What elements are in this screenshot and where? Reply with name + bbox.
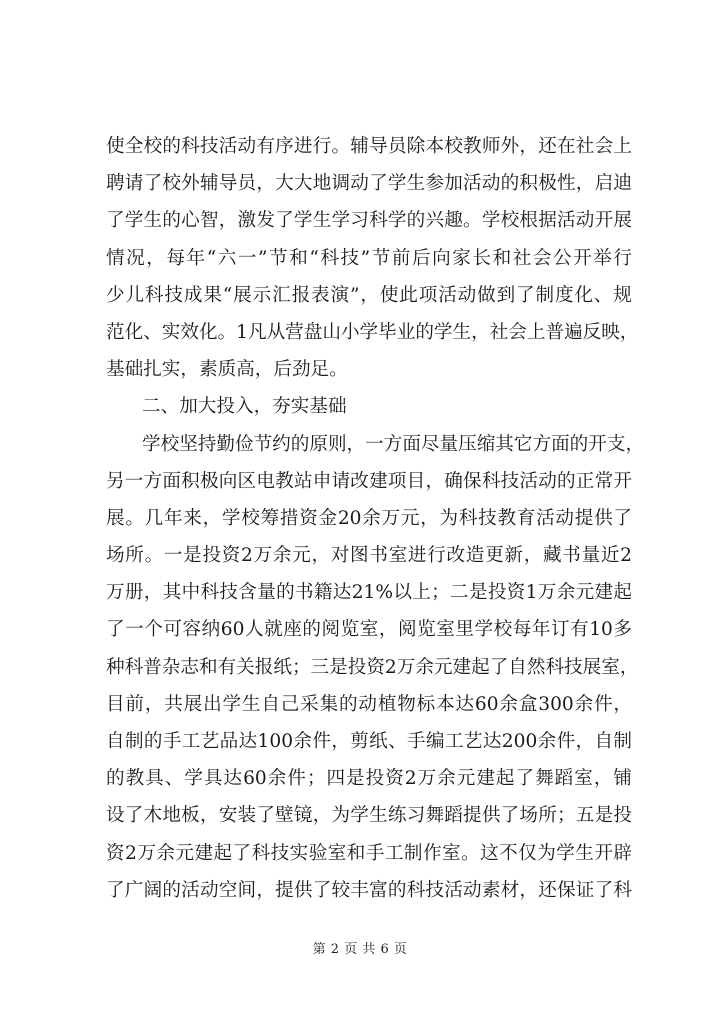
text-line: 聘请了校外辅导员，大大地调动了学生参加活动的积极性，启迪 [106,173,632,195]
text-line: 种科普杂志和有关报纸；三是投资2万余元建起了自然科技展室， [106,656,639,678]
text-line: 目前，共展出学生自己采集的动植物标本达60余盒300余件， [106,693,632,715]
text-line: 场所。一是投资2万余元，对图书室进行改造更新，藏书量近2 [106,545,632,567]
section-heading: 二、加大投入，夯实基础 [142,396,347,418]
text-line: 了广阔的活动空间，提供了较丰富的科技活动素材，还保证了科 [106,879,632,901]
text-line: 了一个可容纳60人就座的阅览室，阅览室里学校每年订有10多 [106,619,632,641]
text-line: 情况，每年“六一”节和“科技”节前后向家长和社会公开举行 [106,247,632,269]
text-line: 学校坚持勤俭节约的原则，一方面尽量压缩其它方面的开支， [142,433,645,455]
text-line: 少儿科技成果“展示汇报表演”，使此项活动做到了制度化、规 [106,284,632,306]
text-line: 资2万余元建起了科技实验室和手工制作室。这不仅为学生开辟 [106,842,632,864]
text-line: 范化、实效化。1凡从营盘山小学毕业的学生，社会上普遍反映， [106,321,639,343]
text-line: 了学生的心智，激发了学生学习科学的兴趣。学校根据活动开展 [106,210,632,232]
text-line: 自制的手工艺品达100余件，剪纸、手编工艺达200余件，自制 [106,731,632,752]
document-body [106,128,645,909]
page-number-footer: 第 2 页 共 6 页 [312,942,408,957]
text-line: 使全校的科技活动有序进行。辅导员除本校教师外，还在社会上 [106,136,632,157]
text-line: 展。几年来，学校筹措资金20余万元，为科技教育活动提供了 [106,507,632,529]
text-line: 的教具、学具达60余件；四是投资2万余元建起了舞蹈室，铺 [106,768,632,790]
text-line: 万册，其中科技含量的书籍达21%以上；二是投资1万余元建起 [106,582,632,604]
text-line: 另一方面积极向区电教站申请改建项目，确保科技活动的正常开 [106,470,632,492]
text-line: 设了木地板，安装了壁镜，为学生练习舞蹈提供了场所；五是投 [106,805,632,827]
text-line: 基础扎实，素质高，后劲足。 [106,359,348,381]
